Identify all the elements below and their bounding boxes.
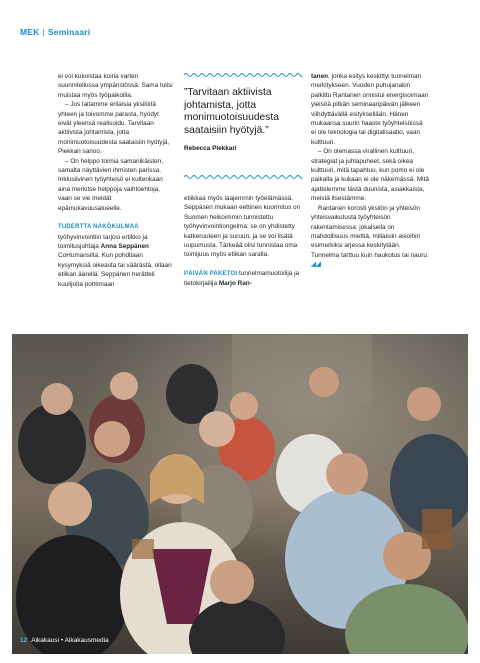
- section-title: Seminaari: [47, 27, 91, 37]
- seminar-audience-photo: [12, 334, 468, 654]
- magazine-name: Aikakausi • Aikakausmedia: [31, 637, 109, 644]
- person-name: tanen: [311, 73, 329, 80]
- lead-in: PÄIVÄN PAKETOI: [184, 270, 238, 277]
- paragraph: [58, 222, 174, 289]
- text-run: työhyvinvointiin tarjosi ertikko ja toimitusjohtaja: [58, 233, 148, 250]
- text-run: tunnelmamuotoilija ja tietokirjailija: [184, 269, 300, 288]
- person-name: Marjo Ran-: [218, 280, 252, 288]
- article-column-2: [184, 194, 301, 289]
- paragraph: etiikkaa myös laajemmin työelämässä. Seppäsen mukaan eettinen kuormitus on Suomen heikoimmin tunnistettu työhyvinvointiongelma: se on yhdistetty katkeruuteen ja suruun, ja se voi lisätä uupumusta. Tärkeää olisi tunnistaa oma toimijuus myös etiikan saralla.: [184, 195, 301, 259]
- quote-text: ”Tarvitaan aktiivista johtamista, jotta monimuotoisuudesta saataisiin hyötyjä.”: [184, 87, 280, 136]
- header-separator: |: [42, 27, 45, 37]
- lead-in: TUDERTTA NÄKÖKULMAA: [58, 224, 139, 231]
- page-header: [20, 27, 90, 37]
- paragraph: – Jos laitamme erilaisia yksilöitä yhteen ja toivomme parasta, hyödyt eivät yleensä realisoidu. Tarvitaan aktiivista johtamista, jotta monimuotoisuudesta saataisiin hyötyjä, Piekkari sanoo.: [58, 101, 170, 156]
- text-run: CoHumansilta. Kun pohditaan kysymyksiä oikeasta tai väärästä, ollaan etiikan äärellä. Seppänen herätteli kuulijoita pohtimaan: [58, 252, 172, 288]
- text-run: , jonka esitys keskittyi tunnelman merkitykseen. Vuoden puhujanakin palkittu Rantanen onnistui energisoimaan yleisöä pitkän seminaaripäivän jälkeen viihdyttävällä esityksellään. Hänen mukaansa suurin haaste työyhteisöissä ei ole teknologia tai digitalisaatio, vaan kulttuuri.: [311, 73, 429, 146]
- paragraph: [311, 204, 429, 270]
- paragraph: – On olemassa virallinen kulttuuri, strategiat ja juhlapuheet, sekä oikea kulttuuri, mitä tapahtuu, kun pomo ei ole paikalla ja kukaan ei ole näkemässä. Mitä ajattelemme tästä duunista, asiakkaista, meistä itsestämme.: [311, 148, 429, 203]
- wave-divider-top: [184, 72, 302, 78]
- quote-author: Rebecca Piekkari: [184, 145, 237, 153]
- end-mark-icon: ◢◢: [311, 261, 321, 269]
- pull-quote: [184, 72, 302, 172]
- page-number: 12: [20, 637, 28, 644]
- paragraph: ei voi kukoistaa koiria varten suunnitellussa ympäristössä. Sama tulisi muistaa myös työpaikoilla.: [58, 73, 173, 99]
- wave-divider-bottom: [184, 174, 302, 180]
- section-label: MEK: [20, 27, 40, 37]
- paragraph: – On helppo toimia samanikäisten, samalta näyttävien ihmisten parissa. Inklusiivinen työyhteisö ei kuitenkaan aina merkitse helppoja vaihtoehtoja, vaan se vie meidät epämukavuusalueelle.: [58, 157, 164, 212]
- article-column-1: [58, 72, 174, 289]
- text-run: Rantanen korosti yksilön ja yhteisön yhteisvaikutusta työyhteisön rakentamisessa: jokaisella on mahdollisuus miettiä, millaisiin asioihin esimerkiksi arjessa keskitytään. Tunnelma tarttuu kuin haukotus tai nauru.: [311, 204, 429, 259]
- page-footer: [20, 637, 109, 644]
- audience-illustration: [12, 334, 468, 654]
- paragraph: [184, 269, 301, 289]
- article-column-3: [311, 72, 429, 270]
- person-name: Anna Seppänen: [100, 242, 149, 250]
- paragraph: [311, 72, 429, 147]
